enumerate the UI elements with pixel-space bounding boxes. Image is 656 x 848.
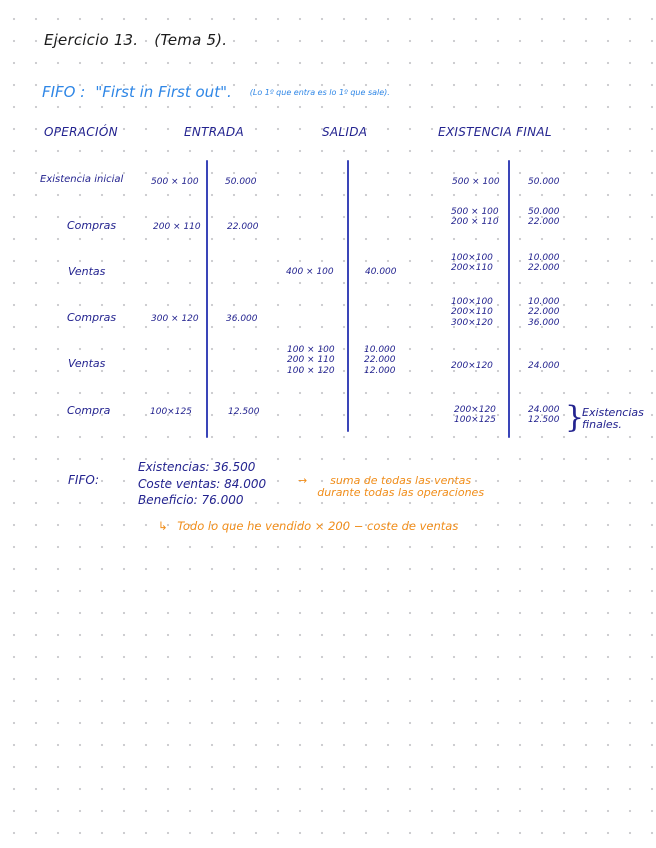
column-divider-exit xyxy=(347,160,349,432)
row-final-qty: 500 × 100 xyxy=(452,177,500,187)
row-final-qty: 200×120 xyxy=(451,361,493,371)
fifo-note: (Lo 1º que entra es lo 1º que sale). xyxy=(249,88,390,97)
summary-label: FIFO: xyxy=(68,473,100,487)
sales-sum-text: suma de todas las ventas durante todas las operaciones xyxy=(317,474,485,499)
row-entry-total: 22.000 xyxy=(227,222,259,232)
row-final-total: 50.000 xyxy=(528,177,560,187)
row-entry-qty: 500 × 100 xyxy=(151,177,199,187)
sales-sum-note xyxy=(298,475,484,498)
row-entry-total: 36.000 xyxy=(226,314,258,324)
row-operation-label: Existencia inicial xyxy=(40,174,124,185)
row-entry-total: 12.500 xyxy=(228,407,260,417)
exercise-number: Ejercicio 13. xyxy=(44,31,139,49)
row-operation-label: Ventas xyxy=(68,265,106,278)
row-final-total: 24.000 xyxy=(528,361,560,371)
fifo-definition xyxy=(42,84,390,100)
row-final-total: 10.000 22.000 36.000 xyxy=(528,297,560,328)
row-operation-label: Compra xyxy=(67,404,111,417)
header-operation: OPERACIÓN xyxy=(44,125,118,139)
summary-block xyxy=(138,459,266,509)
final-stock-note: Existencias finales. xyxy=(582,406,644,431)
arrow-right-icon: → xyxy=(298,474,308,487)
fifo-quote: "First in First out". xyxy=(95,83,232,101)
row-final-total: 50.000 22.000 xyxy=(528,207,560,228)
row-final-qty: 100×100 200×110 300×120 xyxy=(451,297,493,328)
column-divider-entry xyxy=(206,160,208,438)
row-final-total: 24.000 12.500 xyxy=(528,405,560,426)
row-final-qty: 200×120 100×125 xyxy=(454,405,496,426)
profit-note-text: Todo lo que he vendido × 200 − coste de ventas xyxy=(177,519,459,533)
row-entry-qty: 100×125 xyxy=(150,407,192,417)
profit-note xyxy=(158,521,458,533)
row-entry-qty: 200 × 110 xyxy=(153,222,201,232)
header-final: EXISTENCIA FINAL xyxy=(438,125,552,139)
row-entry-qty: 300 × 120 xyxy=(151,314,199,324)
row-operation-label: Ventas xyxy=(68,357,106,370)
row-final-qty: 500 × 100 200 × 110 xyxy=(451,207,499,228)
row-exit-total: 40.000 xyxy=(365,267,397,277)
corner-arrow-icon: ↳ xyxy=(158,519,168,533)
summary-existencias: Existencias: 36.500 xyxy=(138,460,256,474)
row-exit-qty: 400 × 100 xyxy=(286,267,334,277)
exercise-topic: (Tema 5). xyxy=(154,31,228,49)
row-exit-total: 10.000 22.000 12.000 xyxy=(364,345,396,376)
row-operation-label: Compras xyxy=(67,311,117,324)
row-final-total: 10.000 22.000 xyxy=(528,253,560,274)
row-exit-qty: 100 × 100 200 × 110 100 × 120 xyxy=(287,345,335,376)
curly-brace-icon: } xyxy=(565,400,585,435)
header-entry: ENTRADA xyxy=(184,125,244,139)
exercise-title xyxy=(44,33,227,48)
row-entry-total: 50.000 xyxy=(225,177,257,187)
fifo-heading: FIFO : xyxy=(42,83,86,101)
row-operation-label: Compras xyxy=(67,219,117,232)
summary-beneficio: Beneficio: 76.000 xyxy=(138,493,244,508)
summary-coste-ventas: Coste ventas: 84.000 xyxy=(138,476,267,491)
row-final-qty: 100×100 200×110 xyxy=(451,253,493,274)
column-divider-final xyxy=(508,160,510,438)
header-exit: SALIDA xyxy=(322,125,368,139)
